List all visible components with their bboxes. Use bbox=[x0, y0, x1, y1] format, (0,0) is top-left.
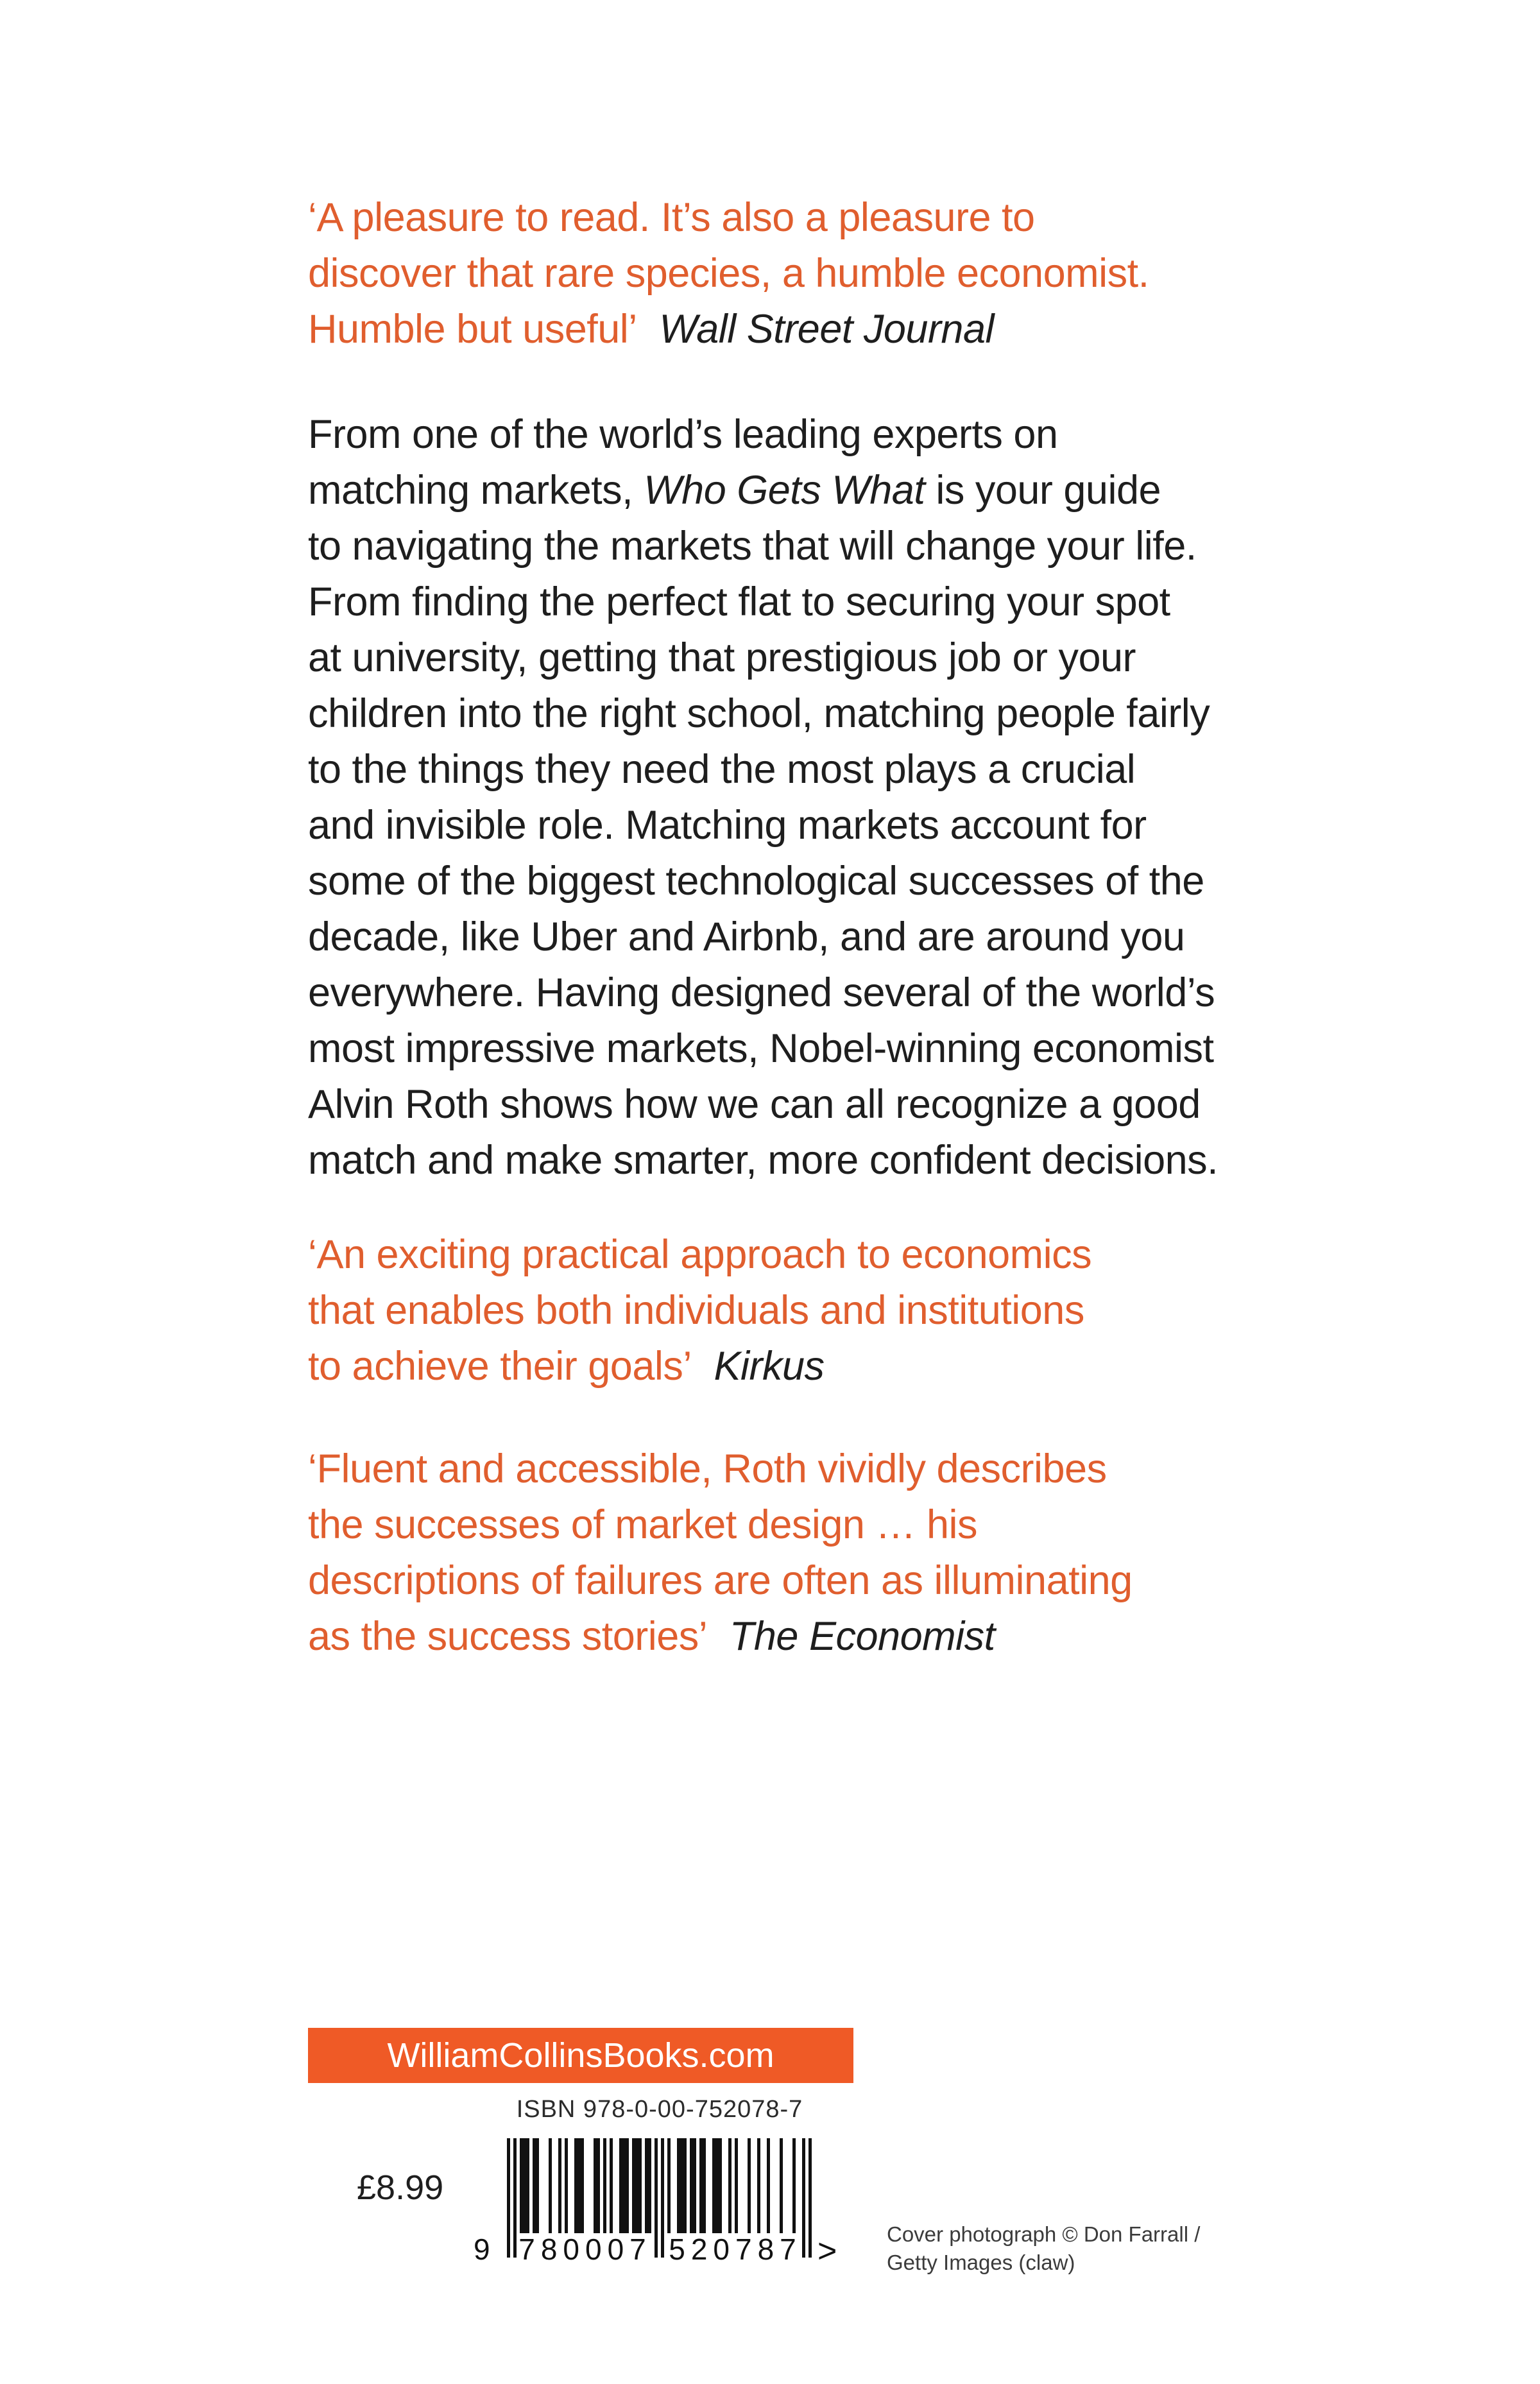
text-line bbox=[308, 463, 1218, 519]
text-line bbox=[308, 1553, 1133, 1609]
quote-source: Wall Street Journal bbox=[659, 307, 994, 352]
text-line bbox=[308, 1283, 1091, 1339]
text-line bbox=[308, 1021, 1218, 1077]
text-line bbox=[308, 798, 1218, 853]
text-segment: children into the right school, matching people fairly bbox=[308, 691, 1210, 736]
text-segment: to achieve their goals’ bbox=[308, 1344, 692, 1389]
text-line bbox=[308, 630, 1218, 686]
text-segment: the successes of market design … his bbox=[308, 1502, 977, 1547]
text-line bbox=[308, 965, 1218, 1021]
text-line bbox=[308, 407, 1218, 463]
quote-source: Kirkus bbox=[714, 1344, 825, 1389]
publisher-bar bbox=[308, 2028, 853, 2083]
text-segment: discover that rare species, a humble economist. bbox=[308, 251, 1149, 296]
barcode-digits-group1: 780007 bbox=[518, 2233, 652, 2266]
text-segment: match and make smarter, more confident decisions. bbox=[308, 1138, 1219, 1183]
text-segment: Who Gets What bbox=[644, 468, 925, 513]
text-segment: and invisible role. Matching markets account for bbox=[308, 803, 1147, 848]
barcode-arrow-icon: > bbox=[817, 2233, 837, 2270]
text-line bbox=[308, 302, 1149, 357]
cover-photo-credit bbox=[887, 2220, 1200, 2277]
text-segment: most impressive markets, Nobel-winning economist bbox=[308, 1026, 1214, 1071]
text-segment: Humble but useful’ bbox=[308, 307, 637, 352]
quote-source: The Economist bbox=[729, 1614, 995, 1659]
text-segment: From finding the perfect flat to securing your spot bbox=[308, 579, 1170, 624]
publisher-url: WilliamCollinsBooks.com bbox=[387, 2036, 774, 2075]
quote-economist bbox=[308, 1441, 1133, 1665]
text-line bbox=[308, 1497, 1133, 1553]
text-line bbox=[308, 1441, 1133, 1497]
quote-kirkus bbox=[308, 1227, 1091, 1394]
text-line bbox=[308, 574, 1218, 630]
text-segment: everywhere. Having designed several of the world’s bbox=[308, 970, 1215, 1015]
text-segment: descriptions of failures are often as illuminating bbox=[308, 1558, 1133, 1603]
text-segment: to the things they need the most plays a crucial bbox=[308, 747, 1136, 792]
text-line bbox=[308, 190, 1149, 246]
text-line bbox=[308, 742, 1218, 798]
text-segment: matching markets, bbox=[308, 468, 644, 513]
text-segment: Alvin Roth shows how we can all recognize a good bbox=[308, 1082, 1201, 1127]
barcode-digit-left: 9 bbox=[474, 2233, 490, 2266]
cover-photo-credit-line1: Cover photograph © Don Farrall / bbox=[887, 2222, 1201, 2246]
text-segment: ‘An exciting practical approach to economics bbox=[308, 1232, 1092, 1277]
text-segment: decade, like Uber and Airbnb, and are around you bbox=[308, 914, 1185, 959]
text-segment: some of the biggest technological successes of the bbox=[308, 859, 1204, 904]
quote-wall-street-journal bbox=[308, 190, 1149, 357]
text-line bbox=[308, 519, 1218, 574]
text-segment: ‘Fluent and accessible, Roth vividly describes bbox=[308, 1446, 1107, 1491]
text-line bbox=[308, 1133, 1218, 1188]
text-line bbox=[308, 909, 1218, 965]
text-segment: From one of the world’s leading experts on bbox=[308, 412, 1058, 457]
barcode-bar bbox=[809, 2138, 812, 2258]
barcode-digits-group2: 520787 bbox=[669, 2233, 802, 2266]
text-line bbox=[308, 853, 1218, 909]
text-line bbox=[308, 1339, 1091, 1394]
text-line bbox=[308, 1227, 1091, 1283]
text-line bbox=[308, 686, 1218, 742]
book-description bbox=[308, 407, 1218, 1188]
text-segment: as the success stories’ bbox=[308, 1614, 708, 1659]
text-segment: that enables both individuals and institutions bbox=[308, 1288, 1084, 1333]
text-segment: at university, getting that prestigious job or your bbox=[308, 635, 1136, 680]
isbn-label: ISBN 978-0-00-752078-7 bbox=[516, 2096, 803, 2123]
text-line bbox=[308, 1609, 1133, 1665]
price-label: £8.99 bbox=[357, 2168, 444, 2207]
text-segment: to navigating the markets that will change your life. bbox=[308, 524, 1197, 569]
text-segment: ‘A pleasure to read. It’s also a pleasure to bbox=[308, 195, 1035, 240]
barcode bbox=[474, 2138, 837, 2276]
cover-photo-credit-line2: Getty Images (claw) bbox=[887, 2251, 1075, 2274]
text-line bbox=[308, 246, 1149, 302]
text-segment: is your guide bbox=[925, 468, 1161, 513]
text-line bbox=[308, 1077, 1218, 1133]
